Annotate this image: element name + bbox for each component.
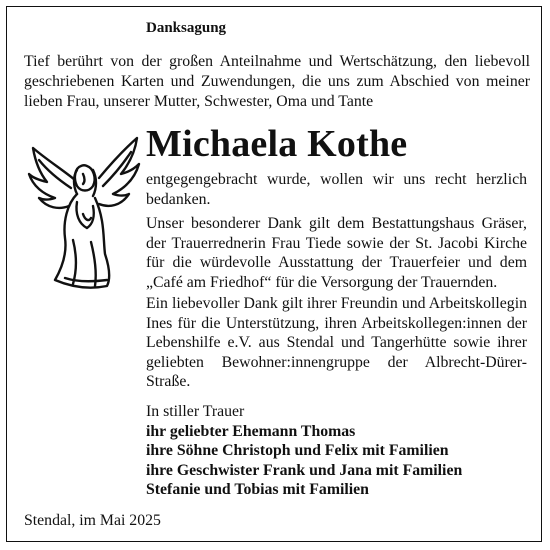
mourner-line: ihr geliebter Ehemann Thomas xyxy=(146,422,356,440)
mourner-line: ihre Geschwister Frank und Jana mit Familien xyxy=(146,461,463,479)
mourners-block xyxy=(146,402,527,500)
thanks-paragraph-1: entgegengebracht wurde, wollen wir uns recht herzlich bedanken. xyxy=(146,171,527,208)
intro-text: Tief berührt von der großen Anteilnahme und Wertschätzung, den liebevoll geschriebenen Karten und Zuwendungen, die uns zum Abschied von meiner lieben Frau, unserer Mutter, Schwester, Oma und Tante xyxy=(24,53,530,110)
mourner-line: ihre Söhne Christoph und Felix mit Familien xyxy=(146,442,449,459)
deceased-name: Michaela Kothe xyxy=(146,123,408,165)
angel-icon xyxy=(25,130,143,298)
thanks-paragraph-2: Unser besonderer Dank gilt dem Bestattungshaus Gräser, der Trauerrednerin Frau Tiede sowie der St. Jacobi Kirche für die würdevolle Ausstattung der Trauerfeier und dem „Café am Friedhof“ für die Versorgung der Trauernden. xyxy=(146,215,527,291)
place-date: Stendal, im Mai 2025 xyxy=(24,512,161,529)
mourning-lead: In stiller Trauer xyxy=(146,403,245,420)
mourner-line: Stefanie und Tobias mit Familien xyxy=(146,481,369,498)
thanks-paragraph-3: Ein liebevoller Dank gilt ihrer Freundin und Arbeitskollegin Ines für die Unterstützung, ihren Arbeitskollegen:innen der Lebenshilfe e.V. aus Stendal und Tangerhütte sowie ihrer geliebten Bewohner:innengruppe der Albrecht-Dürer-Straße. xyxy=(146,295,527,390)
notice-heading: Danksagung xyxy=(146,20,227,36)
